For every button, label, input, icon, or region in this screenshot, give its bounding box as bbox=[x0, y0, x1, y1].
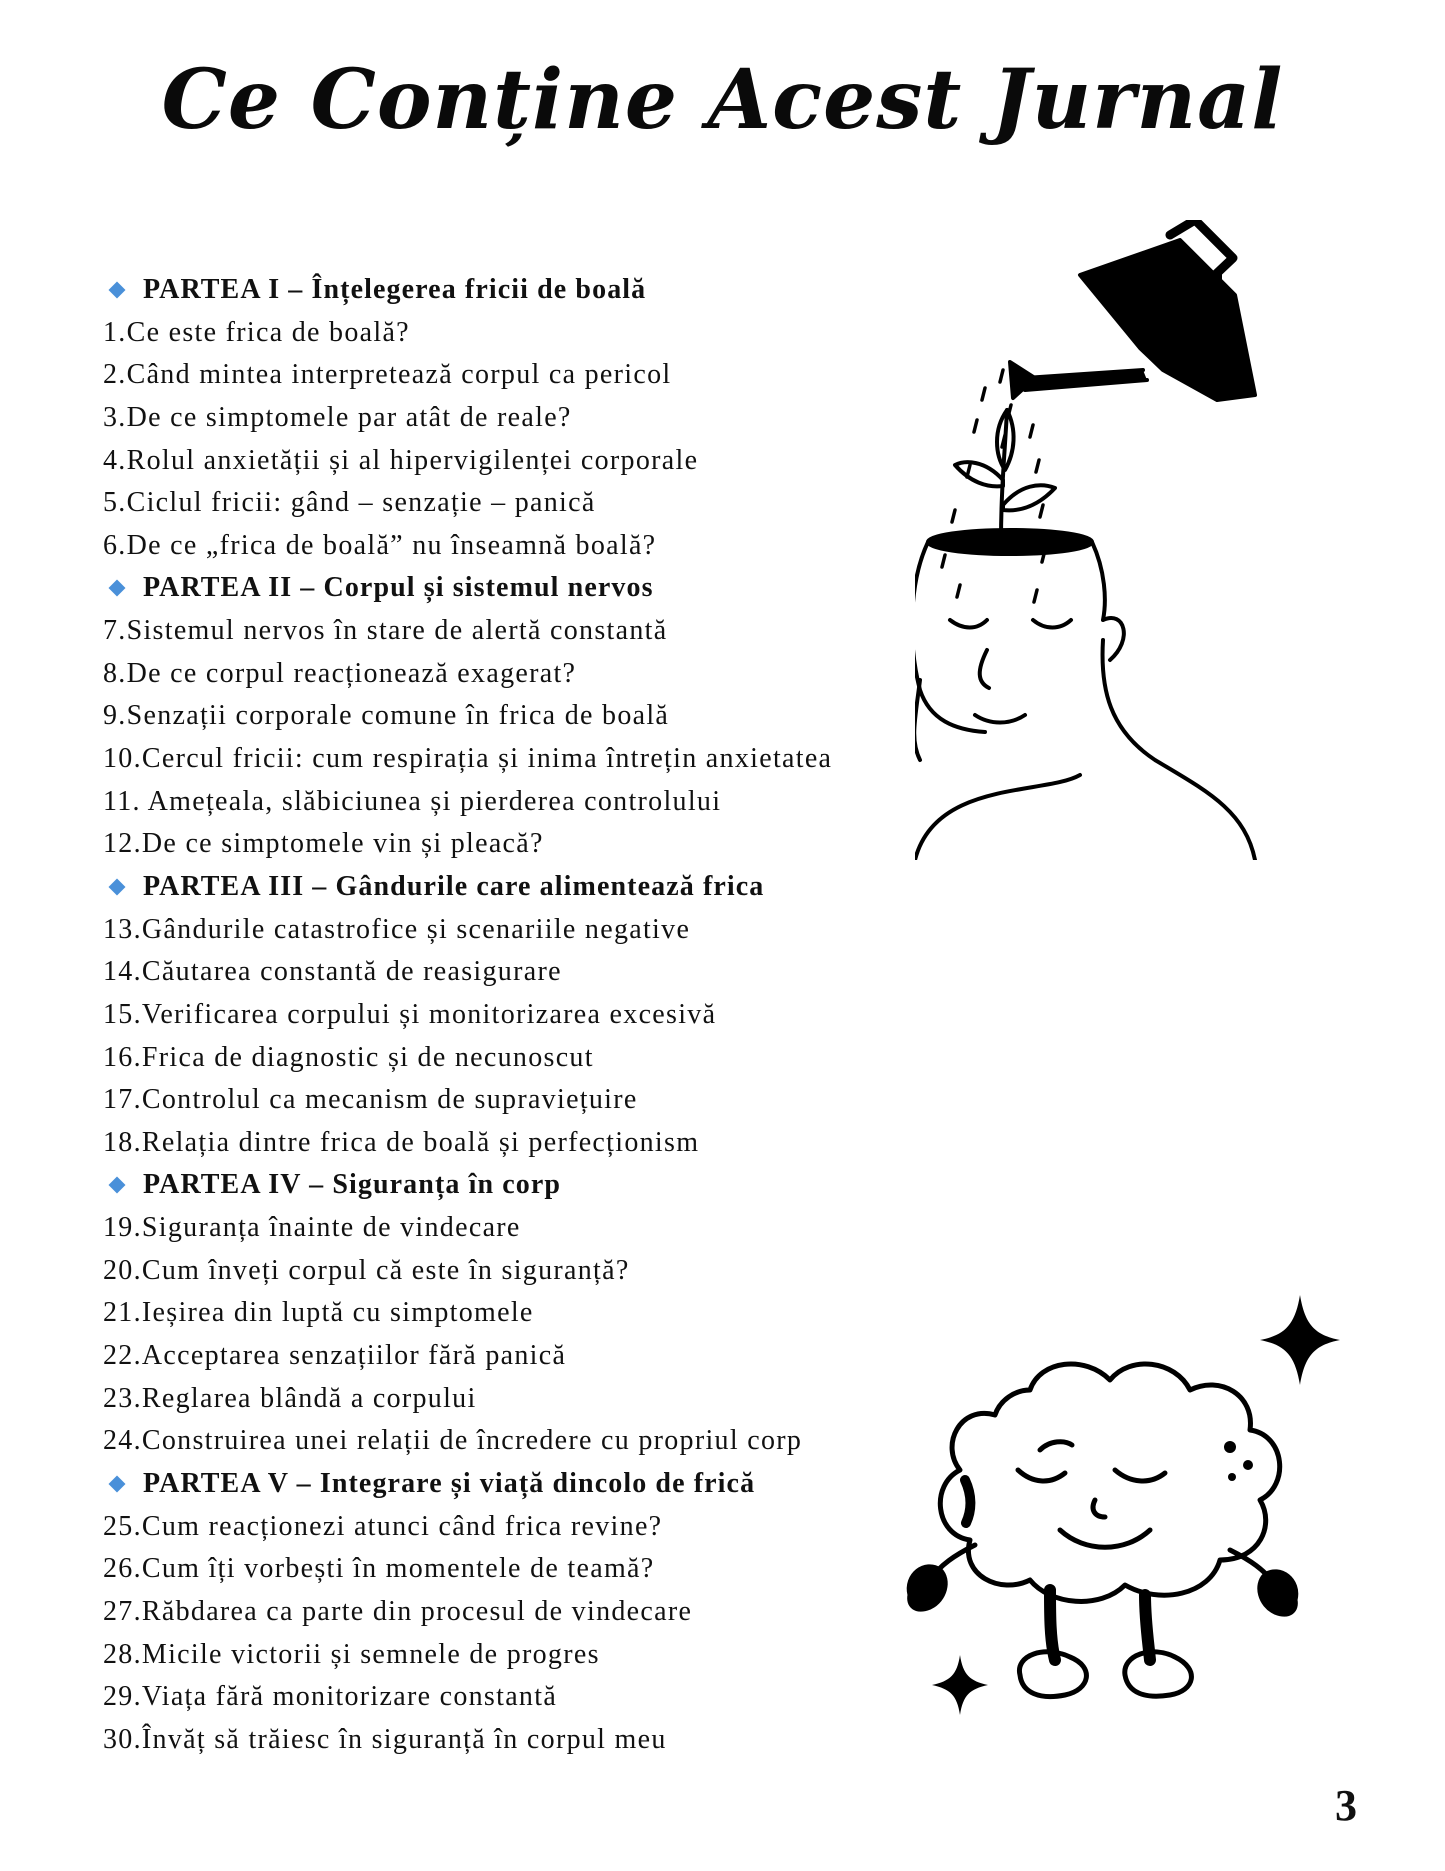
toc-item bbox=[103, 1122, 933, 1165]
toc-item bbox=[103, 1634, 933, 1677]
toc-item-text: 24.Construirea unei relații de încredere cu propriul corp bbox=[103, 1425, 803, 1457]
toc-item bbox=[103, 1250, 933, 1293]
toc-item bbox=[103, 823, 933, 866]
toc-item bbox=[103, 994, 933, 1037]
toc-item-text: 27.Răbdarea ca parte din procesul de vindecare bbox=[103, 1595, 693, 1627]
toc-item bbox=[103, 1037, 933, 1080]
watering-can-head-plant-illustration bbox=[915, 220, 1320, 860]
section-heading bbox=[103, 1164, 933, 1207]
toc-item bbox=[103, 440, 933, 483]
toc-item bbox=[103, 525, 933, 568]
toc-item bbox=[103, 695, 933, 738]
section-heading bbox=[103, 567, 933, 610]
toc-item-text: 7.Sistemul nervos în stare de alertă constantă bbox=[103, 615, 668, 647]
section-heading-text: PARTEA I – Înțelegerea fricii de boală bbox=[143, 274, 647, 305]
toc-item bbox=[103, 951, 933, 994]
toc-item-text: 5.Ciclul fricii: gând – senzație – panică bbox=[103, 487, 596, 519]
toc-item-text: 10.Cercul fricii: cum respirația și inima întrețin anxietatea bbox=[103, 743, 833, 775]
toc-item bbox=[103, 909, 933, 952]
toc-item bbox=[103, 1207, 933, 1250]
page-number: 3 bbox=[1335, 1781, 1357, 1830]
smiling-brain-character-illustration bbox=[900, 1295, 1340, 1725]
toc-item-text: 26.Cum îți vorbești în momentele de teamă? bbox=[103, 1553, 655, 1585]
toc-item-text: 12.De ce simptomele vin și pleacă? bbox=[103, 828, 544, 860]
toc-item-text: 8.De ce corpul reacționează exagerat? bbox=[103, 657, 577, 689]
toc-item-text: 2.Când mintea interpretează corpul ca pericol bbox=[103, 359, 672, 391]
toc-item-text: 23.Reglarea blândă a corpului bbox=[103, 1382, 477, 1414]
toc-item bbox=[103, 1548, 933, 1591]
toc-item bbox=[103, 354, 933, 397]
toc-item-text: 17.Controlul ca mecanism de supraviețuire bbox=[103, 1084, 638, 1116]
section-heading-text: PARTEA V – Integrare și viață dincolo de frică bbox=[143, 1467, 756, 1499]
page-title: Ce Conține Acest Jurnal bbox=[161, 52, 1284, 148]
toc-item-text: 28.Micile victorii și semnele de progres bbox=[103, 1638, 600, 1670]
diamond-bullet-icon bbox=[109, 580, 126, 597]
toc-item bbox=[103, 1676, 933, 1719]
diamond-bullet-icon bbox=[109, 878, 126, 895]
section-heading-text: PARTEA II – Corpul și sistemul nervos bbox=[143, 572, 654, 604]
diamond-bullet-icon bbox=[109, 1475, 126, 1492]
toc-item-text: 20.Cum înveți corpul că este în siguranță? bbox=[103, 1254, 630, 1286]
toc-item-text: 25.Cum reacționezi atunci când frica revine? bbox=[103, 1510, 663, 1542]
toc-item-text: 1.Ce este frica de boală? bbox=[103, 316, 410, 348]
section-heading-text: PARTEA III – Gândurile care alimentează frica bbox=[143, 870, 765, 902]
toc-item bbox=[103, 1719, 933, 1762]
toc-item bbox=[103, 397, 933, 440]
diamond-bullet-icon bbox=[109, 1177, 126, 1194]
toc-item bbox=[103, 1292, 933, 1335]
toc-item-text: 21.Ieșirea din luptă cu simptomele bbox=[103, 1297, 534, 1329]
toc-item-text: 18.Relația dintre frica de boală și perfecționism bbox=[103, 1126, 700, 1158]
toc-item-text: 29.Viața fără monitorizare constantă bbox=[103, 1681, 558, 1713]
table-of-contents bbox=[103, 269, 933, 1761]
toc-item-text: 3.De ce simptomele par atât de reale? bbox=[103, 401, 572, 433]
toc-item-text: 13.Gândurile catastrofice și scenariile negative bbox=[103, 913, 691, 945]
toc-item bbox=[103, 312, 933, 355]
diamond-bullet-icon bbox=[109, 281, 126, 298]
section-heading bbox=[103, 866, 933, 909]
toc-item bbox=[103, 653, 933, 696]
section-heading bbox=[103, 269, 933, 312]
toc-item bbox=[103, 781, 933, 824]
toc-item bbox=[103, 1378, 933, 1421]
section-heading-text: PARTEA IV – Siguranța în corp bbox=[143, 1169, 562, 1201]
toc-item-text: 6.De ce „frica de boală” nu înseamnă boală? bbox=[103, 529, 657, 561]
toc-item bbox=[103, 1079, 933, 1122]
toc-item-text: 22.Acceptarea senzațiilor fără panică bbox=[103, 1340, 567, 1372]
toc-item bbox=[103, 1506, 933, 1549]
toc-item-text: 19.Siguranța înainte de vindecare bbox=[103, 1212, 521, 1244]
toc-item bbox=[103, 1591, 933, 1634]
toc-item bbox=[103, 738, 933, 781]
toc-item-text: 30.Învăț să trăiesc în siguranță în corpul meu bbox=[103, 1723, 667, 1755]
section-heading bbox=[103, 1463, 933, 1506]
toc-item-text: 11. Amețeala, slăbiciunea și pierderea controlului bbox=[103, 785, 722, 817]
toc-item bbox=[103, 482, 933, 525]
toc-item-text: 16.Frica de diagnostic și de necunoscut bbox=[103, 1041, 594, 1073]
toc-item-text: 4.Rolul anxietății și al hipervigilenței corporale bbox=[103, 444, 699, 476]
toc-item bbox=[103, 610, 933, 653]
toc-item-text: 9.Senzații corporale comune în frica de boală bbox=[103, 700, 670, 732]
toc-item bbox=[103, 1420, 933, 1463]
toc-item bbox=[103, 1335, 933, 1378]
toc-item-text: 14.Căutarea constantă de reasigurare bbox=[103, 956, 562, 988]
toc-item-text: 15.Verificarea corpului și monitorizarea excesivă bbox=[103, 998, 717, 1030]
